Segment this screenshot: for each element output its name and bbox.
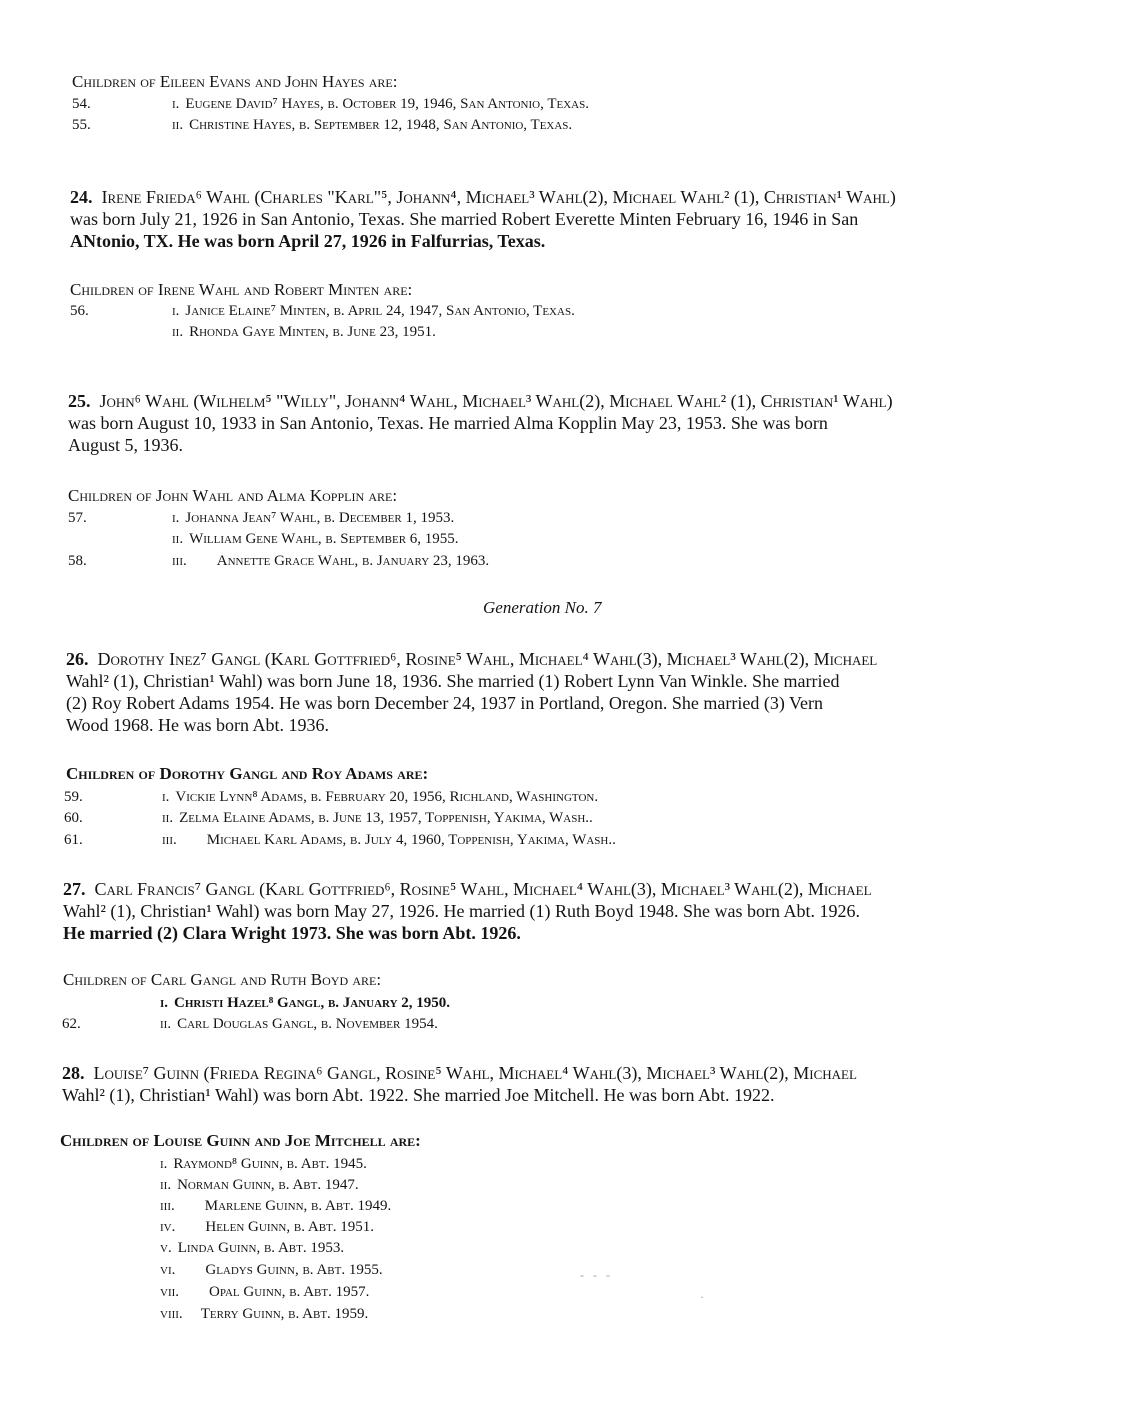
roman-numeral: ii. — [172, 531, 184, 547]
roman-numeral: i. — [162, 789, 170, 805]
child-entry — [160, 1240, 344, 1257]
entry-line: Wahl² (1), Christian¹ Wahl) was born Abt. 1922. She married Joe Mitchell. He was born Abt. 1922. — [62, 1085, 775, 1105]
entry-line: Wahl² (1), Christian¹ Wahl) was born May 27, 1926. He married (1) Ruth Boyd 1948. She was born Abt. 1926. — [63, 901, 860, 921]
entry-line: Wood 1968. He was born Abt. 1936. — [66, 715, 330, 735]
child-entry — [172, 510, 454, 527]
child-text: Janice Elaine⁷ Minten, b. April 24, 1947, San Antonio, Texas. — [185, 303, 575, 319]
child-number: 61. — [64, 832, 83, 848]
child-text: Christi Hazel⁸ Gangl, b. January 2, 1950. — [174, 995, 451, 1011]
entry-25-paragraph — [68, 390, 893, 456]
roman-numeral: ii. — [172, 324, 184, 340]
child-number: 57. — [68, 510, 87, 526]
child-entry — [160, 1156, 367, 1173]
entry-line: John⁶ Wahl (Wilhelm⁵ "Willy", Johann⁴ Wahl, Michael³ Wahl(2), Michael Wahl² (1), Christian¹ Wahl) — [99, 391, 893, 411]
child-text: Zelma Elaine Adams, b. June 13, 1957, Toppenish, Yakima, Wash.. — [179, 810, 593, 826]
children-intro: Children of Louise Guinn and Joe Mitchell are: — [60, 1131, 421, 1150]
children-intro: Children of John Wahl and Alma Kopplin are: — [68, 486, 398, 505]
child-text: Eugene David⁷ Hayes, b. October 19, 1946, San Antonio, Texas. — [185, 96, 589, 112]
child-entry — [172, 531, 459, 548]
entry-number: 27. — [63, 879, 86, 899]
entry-28-paragraph — [62, 1062, 857, 1106]
child-entry — [160, 1016, 438, 1033]
entry-number: 26. — [66, 649, 89, 669]
child-entry — [160, 1198, 391, 1215]
child-text: Norman Guinn, b. Abt. 1947. — [177, 1177, 359, 1193]
child-entry — [160, 1177, 359, 1194]
child-entry — [162, 789, 598, 806]
child-number: 58. — [68, 553, 87, 569]
roman-numeral: i. — [160, 995, 169, 1011]
child-entry — [160, 1306, 368, 1323]
entry-number: 28. — [62, 1063, 85, 1083]
child-entry — [160, 1284, 369, 1301]
child-text: Linda Guinn, b. Abt. 1953. — [177, 1240, 345, 1256]
child-text: William Gene Wahl, b. September 6, 1955. — [189, 531, 459, 547]
entry-line: Louise⁷ Guinn (Frieda Regina⁶ Gangl, Rosine⁵ Wahl, Michael⁴ Wahl(3), Michael³ Wahl(2), Michael — [93, 1063, 857, 1083]
entry-line: Wahl² (1), Christian¹ Wahl) was born June 18, 1936. She married (1) Robert Lynn Van Winkle. She married — [66, 671, 840, 691]
entry-24-paragraph — [70, 186, 896, 252]
child-text: Annette Grace Wahl, b. January 23, 1963. — [216, 553, 490, 569]
entry-line: Dorothy Inez⁷ Gangl (Karl Gottfried⁶, Rosine⁵ Wahl, Michael⁴ Wahl(3), Michael³ Wahl(2), Michael — [97, 649, 878, 669]
scan-speck: · — [700, 1290, 704, 1304]
entry-line: He married (2) Clara Wright 1973. She was born Abt. 1926. — [63, 923, 521, 943]
child-number: 54. — [72, 96, 91, 112]
roman-numeral: viii. — [160, 1306, 183, 1322]
roman-numeral: i. — [172, 96, 180, 112]
children-intro: Children of Carl Gangl and Ruth Boyd are: — [63, 970, 382, 989]
roman-numeral: i. — [160, 1156, 168, 1172]
child-entry — [160, 995, 450, 1012]
child-text: Raymond⁸ Guinn, b. Abt. 1945. — [173, 1156, 367, 1172]
children-intro: Children of Irene Wahl and Robert Minten are: — [70, 280, 413, 299]
roman-numeral: i. — [172, 303, 180, 319]
child-text: Carl Douglas Gangl, b. November 1954. — [177, 1016, 438, 1032]
generation-heading: Generation No. 7 — [483, 598, 602, 617]
child-text: Johanna Jean⁷ Wahl, b. December 1, 1953. — [185, 510, 455, 526]
entry-number: 25. — [68, 391, 91, 411]
roman-numeral: i. — [172, 510, 180, 526]
child-entry — [172, 117, 572, 134]
child-text: Michael Karl Adams, b. July 4, 1960, Toppenish, Yakima, Wash.. — [206, 832, 616, 848]
entry-number: 24. — [70, 187, 93, 207]
child-number: 60. — [64, 810, 83, 826]
entry-26-paragraph — [66, 648, 877, 736]
roman-numeral: vi. — [160, 1262, 176, 1278]
child-text: Helen Guinn, b. Abt. 1951. — [205, 1219, 375, 1235]
entry-line: ANtonio, TX. He was born April 27, 1926 in Falfurrias, Texas. — [70, 231, 546, 251]
roman-numeral: iii. — [172, 553, 187, 569]
child-text: Marlene Guinn, b. Abt. 1949. — [204, 1198, 392, 1214]
entry-line: Irene Frieda⁶ Wahl (Charles "Karl"⁵, Johann⁴, Michael³ Wahl(2), Michael Wahl² (1), Christian¹ Wahl) — [101, 187, 896, 207]
child-entry — [162, 832, 616, 849]
children-intro: Children of Eileen Evans and John Hayes are: — [72, 72, 398, 91]
child-text: Gladys Guinn, b. Abt. 1955. — [205, 1262, 383, 1278]
entry-line: Carl Francis⁷ Gangl (Karl Gottfried⁶, Rosine⁵ Wahl, Michael⁴ Wahl(3), Michael³ Wahl(2), Michael — [94, 879, 872, 899]
child-text: Vickie Lynn⁸ Adams, b. February 20, 1956, Richland, Washington. — [175, 789, 599, 805]
roman-numeral: ii. — [160, 1177, 172, 1193]
children-intro: Children of Dorothy Gangl and Roy Adams are: — [66, 764, 429, 783]
child-entry — [160, 1219, 374, 1236]
entry-line: was born July 21, 1926 in San Antonio, Texas. She married Robert Everette Minten February 16, 1946 in San — [70, 209, 859, 229]
roman-numeral: ii. — [162, 810, 174, 826]
roman-numeral: ii. — [172, 117, 184, 133]
entry-27-paragraph — [63, 878, 872, 944]
child-number: 62. — [62, 1016, 81, 1032]
child-text: Terry Guinn, b. Abt. 1959. — [200, 1306, 369, 1322]
child-entry — [172, 553, 489, 570]
roman-numeral: v. — [160, 1240, 172, 1256]
scan-speck: - - - — [580, 1268, 610, 1282]
entry-line: (2) Roy Robert Adams 1954. He was born December 24, 1937 in Portland, Oregon. She married (3) Vern — [66, 693, 824, 713]
child-entry — [162, 810, 593, 827]
roman-numeral: ii. — [160, 1016, 172, 1032]
roman-numeral: iii. — [160, 1198, 175, 1214]
child-number: 55. — [72, 117, 91, 133]
child-text: Christine Hayes, b. September 12, 1948, San Antonio, Texas. — [189, 117, 573, 133]
child-entry — [172, 324, 436, 341]
roman-numeral: vii. — [160, 1284, 180, 1300]
entry-line: was born August 10, 1933 in San Antonio, Texas. He married Alma Kopplin May 23, 1953. She was born — [68, 413, 828, 433]
child-entry — [172, 96, 589, 113]
child-number: 56. — [70, 303, 89, 319]
roman-numeral: iv. — [160, 1219, 176, 1235]
child-text: Rhonda Gaye Minten, b. June 23, 1951. — [189, 324, 436, 340]
child-number: 59. — [64, 789, 83, 805]
child-entry — [160, 1262, 383, 1279]
child-entry — [172, 303, 575, 320]
entry-line: August 5, 1936. — [68, 435, 184, 455]
roman-numeral: iii. — [162, 832, 177, 848]
child-text: Opal Guinn, b. Abt. 1957. — [209, 1284, 370, 1300]
